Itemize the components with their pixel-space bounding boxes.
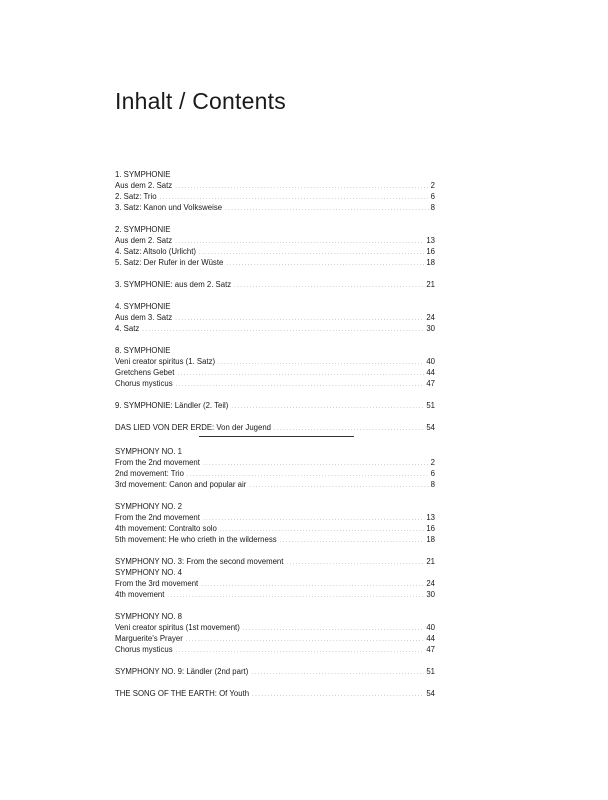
toc-entry-label: Chorus mysticus — [115, 645, 173, 654]
toc-entry[interactable] — [115, 688, 435, 699]
toc-entry[interactable] — [115, 356, 435, 367]
toc-entry[interactable] — [115, 312, 435, 323]
toc-entry-page: 40 — [426, 623, 435, 632]
toc-entry-label: 3rd movement: Canon and popular air — [115, 480, 247, 489]
toc-entry-label: SYMPHONY NO. 3: From the second movement — [115, 557, 284, 566]
toc-entry-label: Aus dem 2. Satz — [115, 236, 173, 245]
toc-entry[interactable] — [115, 378, 435, 389]
toc-entry-label: Aus dem 2. Satz — [115, 181, 173, 190]
toc-entry[interactable] — [115, 235, 435, 246]
table-of-contents — [115, 169, 435, 699]
toc-entry[interactable] — [115, 367, 435, 378]
dot-leader — [186, 635, 425, 646]
dot-leader — [286, 558, 424, 569]
toc-entry-page: 47 — [426, 645, 435, 654]
toc-heading-label: 8. SYMPHONIE — [115, 346, 171, 355]
toc-entry-label: 3. Satz: Kanon und Volksweise — [115, 203, 223, 212]
toc-entry-label: 4. Satz — [115, 324, 140, 333]
toc-entry-page: 54 — [426, 689, 435, 698]
dot-leader — [231, 402, 424, 413]
toc-entry-page: 16 — [426, 524, 435, 533]
toc-entry-label: 2. Satz: Trio — [115, 192, 157, 201]
toc-entry[interactable] — [115, 589, 435, 600]
toc-entry[interactable] — [115, 180, 435, 191]
dot-leader — [226, 259, 424, 270]
toc-entry[interactable] — [115, 400, 435, 411]
dot-leader — [175, 237, 424, 248]
toc-heading-label: SYMPHONY NO. 4 — [115, 568, 183, 577]
dot-leader — [251, 668, 424, 679]
toc-heading — [115, 611, 435, 622]
toc-entry-page: 13 — [426, 513, 435, 522]
toc-entry-page: 18 — [426, 258, 435, 267]
toc-entry[interactable] — [115, 633, 435, 644]
toc-entry[interactable] — [115, 556, 435, 567]
dot-leader — [252, 690, 424, 701]
dot-leader — [201, 580, 424, 591]
toc-entry-page: 6 — [430, 192, 435, 201]
toc-entry-page: 13 — [426, 236, 435, 245]
toc-entry-label: From the 3rd movement — [115, 579, 199, 588]
toc-entry-page: 18 — [426, 535, 435, 544]
toc-entry-page: 16 — [426, 247, 435, 256]
toc-entry[interactable] — [115, 666, 435, 677]
toc-entry-page: 44 — [426, 368, 435, 377]
toc-entry[interactable] — [115, 468, 435, 479]
dot-leader — [175, 182, 428, 193]
toc-entry-label: 4. Satz: Altsolo (Urlicht) — [115, 247, 197, 256]
toc-entry[interactable] — [115, 191, 435, 202]
toc-entry-label: Veni creator spiritus (1st movement) — [115, 623, 240, 632]
toc-entry-page: 51 — [426, 667, 435, 676]
toc-entry-page: 8 — [430, 480, 435, 489]
toc-entry-label: Chorus mysticus — [115, 379, 173, 388]
toc-entry[interactable] — [115, 422, 435, 433]
toc-entry-label: Gretchens Gebet — [115, 368, 175, 377]
toc-entry[interactable] — [115, 512, 435, 523]
dot-leader — [176, 646, 425, 657]
toc-entry-page: 24 — [426, 313, 435, 322]
dot-leader — [249, 481, 428, 492]
toc-entry-page: 44 — [426, 634, 435, 643]
toc-entry[interactable] — [115, 479, 435, 490]
toc-heading-label: 2. SYMPHONIE — [115, 225, 171, 234]
dot-leader — [203, 514, 424, 525]
toc-entry-page: 30 — [426, 324, 435, 333]
toc-entry-label: From the 2nd movement — [115, 513, 200, 522]
toc-entry-label: 4th movement: Contralto solo — [115, 524, 217, 533]
dot-leader — [203, 459, 429, 470]
toc-entry[interactable] — [115, 578, 435, 589]
toc-heading — [115, 446, 435, 457]
toc-german-section — [115, 169, 435, 433]
toc-entry-page: 40 — [426, 357, 435, 366]
dot-leader — [176, 380, 425, 391]
toc-entry-label: 3. SYMPHONIE: aus dem 2. Satz — [115, 280, 232, 289]
toc-heading-label: 4. SYMPHONIE — [115, 302, 171, 311]
toc-entry-label: 9. SYMPHONIE: Ländler (2. Teil) — [115, 401, 229, 410]
toc-entry-label: 5. Satz: Der Rufer in der Wüste — [115, 258, 224, 267]
toc-entry-label: 5th movement: He who crieth in the wilderness — [115, 535, 277, 544]
toc-entry-label: Aus dem 3. Satz — [115, 313, 173, 322]
toc-entry-label: Marguerite's Prayer — [115, 634, 183, 643]
toc-entry-label: THE SONG OF THE EARTH: Of Youth — [115, 689, 250, 698]
toc-entry-page: 21 — [426, 280, 435, 289]
dot-leader — [280, 536, 425, 547]
toc-entry-label: DAS LIED VON DER ERDE: Von der Jugend — [115, 423, 272, 432]
toc-entry[interactable] — [115, 202, 435, 213]
toc-heading-label: SYMPHONY NO. 2 — [115, 502, 183, 511]
toc-entry-page: 24 — [426, 579, 435, 588]
dot-leader — [234, 281, 424, 292]
toc-entry-page: 47 — [426, 379, 435, 388]
toc-entry-label: 4th movement — [115, 590, 165, 599]
toc-entry-page: 2 — [430, 458, 435, 467]
toc-entry-label: Veni creator spiritus (1. Satz) — [115, 357, 216, 366]
page-title: Inhalt / Contents — [115, 88, 286, 115]
dot-leader — [177, 369, 424, 380]
dot-leader — [274, 424, 424, 435]
toc-heading-label: 1. SYMPHONIE — [115, 170, 171, 179]
toc-heading — [115, 169, 435, 180]
dot-leader — [218, 358, 424, 369]
toc-entry[interactable] — [115, 323, 435, 334]
dot-leader — [199, 248, 424, 259]
toc-entry-page: 51 — [426, 401, 435, 410]
toc-entry-label: 2nd movement: Trio — [115, 469, 184, 478]
dot-leader — [225, 204, 429, 215]
toc-entry[interactable] — [115, 279, 435, 290]
toc-entry[interactable] — [115, 523, 435, 534]
toc-entry-label: From the 2nd movement — [115, 458, 200, 467]
toc-heading — [115, 501, 435, 512]
toc-heading — [115, 345, 435, 356]
toc-heading — [115, 301, 435, 312]
toc-heading-label: SYMPHONY NO. 8 — [115, 612, 183, 621]
toc-english-section — [115, 446, 435, 699]
dot-leader — [175, 314, 424, 325]
dot-leader — [142, 325, 424, 336]
dot-leader — [243, 624, 425, 635]
toc-entry[interactable] — [115, 622, 435, 633]
toc-heading-label: SYMPHONY NO. 1 — [115, 447, 183, 456]
toc-entry[interactable] — [115, 457, 435, 468]
toc-entry-page: 8 — [430, 203, 435, 212]
toc-entry[interactable] — [115, 246, 435, 257]
toc-entry-page: 2 — [430, 181, 435, 190]
toc-entry-page: 21 — [426, 557, 435, 566]
toc-entry-label: SYMPHONY NO. 9: Ländler (2nd part) — [115, 667, 249, 676]
toc-heading — [115, 224, 435, 235]
dot-leader — [167, 591, 424, 602]
toc-entry-page: 30 — [426, 590, 435, 599]
toc-entry[interactable] — [115, 257, 435, 268]
toc-entry[interactable] — [115, 534, 435, 545]
toc-entry-page: 54 — [426, 423, 435, 432]
toc-entry[interactable] — [115, 644, 435, 655]
section-divider — [199, 436, 354, 437]
toc-entry-page: 6 — [430, 469, 435, 478]
